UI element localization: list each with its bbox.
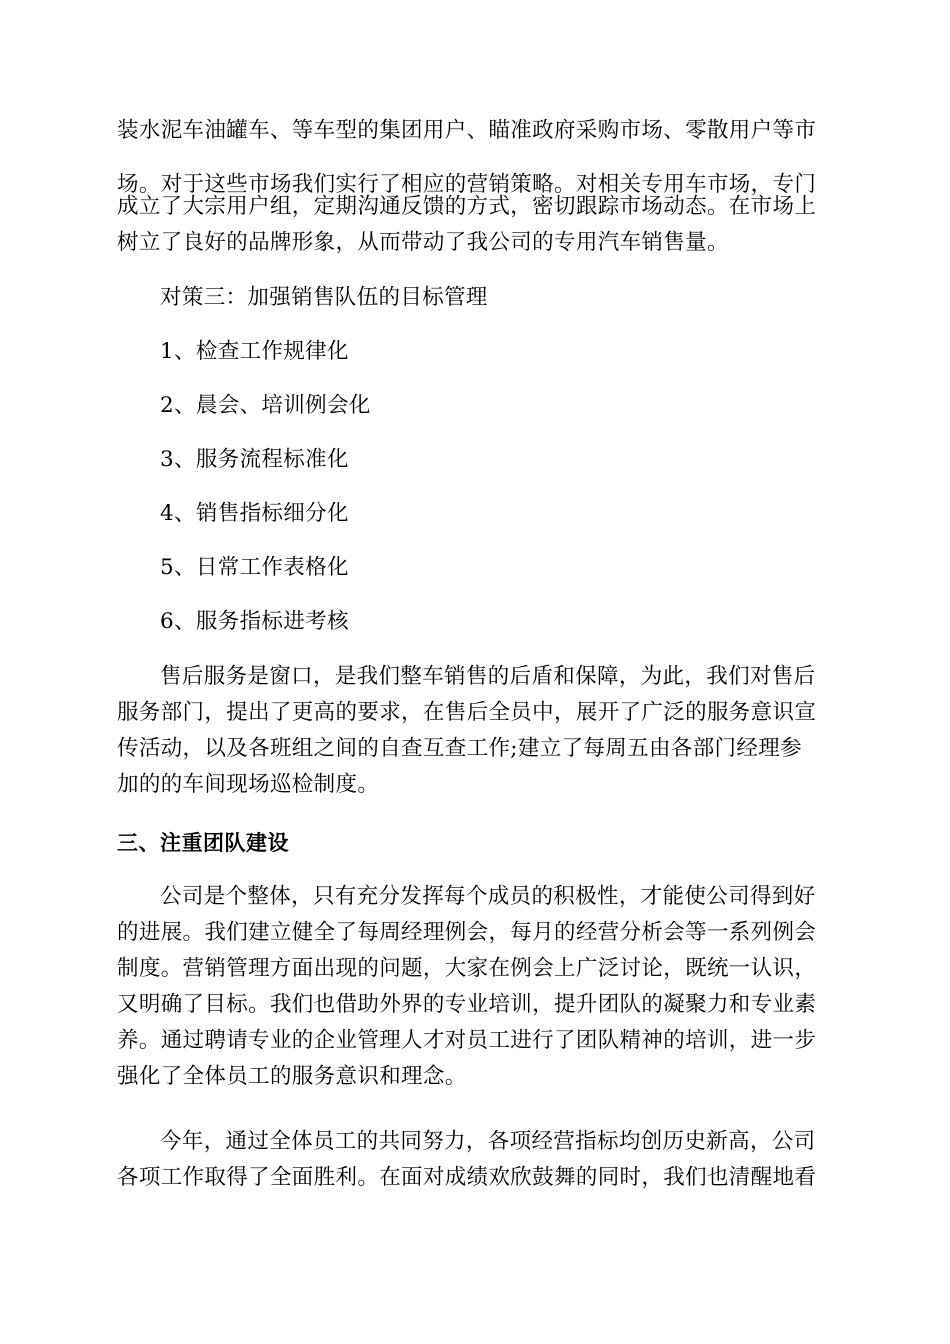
paragraph-3-line: 制度。营销管理方面出现的问题，大家在例会上广泛讨论，既统一认识， xyxy=(117,956,817,981)
paragraph-2-line: 服务部门，提出了更高的要求，在售后全员中，展开了广泛的服务意识宣 xyxy=(117,700,817,725)
list-item: 1、检查工作规律化 xyxy=(160,339,349,364)
paragraph-1-line: 树立了良好的品牌形象，从而带动了我公司的专用汽车销售量。 xyxy=(117,230,729,255)
paragraph-1-line: 装水泥车油罐车、等车型的集团用户、瞄准政府采购市场、零散用户等市 xyxy=(117,118,817,143)
paragraph-2-line: 传活动，以及各班组之间的自查互查工作;建立了每周五由各部门经理参 xyxy=(117,736,802,761)
list-item: 5、日常工作表格化 xyxy=(160,555,349,580)
paragraph-1-line: 场。对于这些市场我们实行了相应的营销策略。对相关专用车市场，专门 xyxy=(117,172,817,197)
list-item: 6、服务指标进考核 xyxy=(160,609,349,634)
paragraph-3-line: 又明确了目标。我们也借助外界的专业培训，提升团队的凝聚力和专业素 xyxy=(117,992,817,1017)
paragraph-3-line: 强化了全体员工的服务意识和理念。 xyxy=(117,1064,467,1089)
section-3-heading: 三、注重团队建设 xyxy=(117,831,289,855)
paragraph-2-line: 加的的车间现场巡检制度。 xyxy=(117,772,380,797)
list-item: 3、服务流程标准化 xyxy=(160,447,349,472)
paragraph-1-line: 成立了大宗用户组，定期沟通反馈的方式，密切跟踪市场动态。在市场上 xyxy=(117,194,817,219)
list-item: 2、晨会、培训例会化 xyxy=(160,393,371,418)
list-item: 4、销售指标细分化 xyxy=(160,501,349,526)
paragraph-4-line: 各项工作取得了全面胜利。在面对成绩欢欣鼓舞的同时，我们也清醒地看 xyxy=(117,1165,817,1190)
paragraph-2-line: 售后服务是窗口，是我们整车销售的后盾和保障，为此，我们对售后 xyxy=(160,664,816,689)
paragraph-3-line: 公司是个整体，只有充分发挥每个成员的积极性，才能使公司得到好 xyxy=(160,884,816,909)
paragraph-4-line: 今年，通过全体员工的共同努力，各项经营指标均创历史新高，公司 xyxy=(160,1129,816,1154)
strategy-3-title: 对策三：加强销售队伍的目标管理 xyxy=(160,285,488,310)
paragraph-3-line: 养。通过聘请专业的企业管理人才对员工进行了团队精神的培训，进一步 xyxy=(117,1028,817,1053)
paragraph-3-line: 的进展。我们建立健全了每周经理例会，每月的经营分析会等一系列例会 xyxy=(117,920,817,945)
